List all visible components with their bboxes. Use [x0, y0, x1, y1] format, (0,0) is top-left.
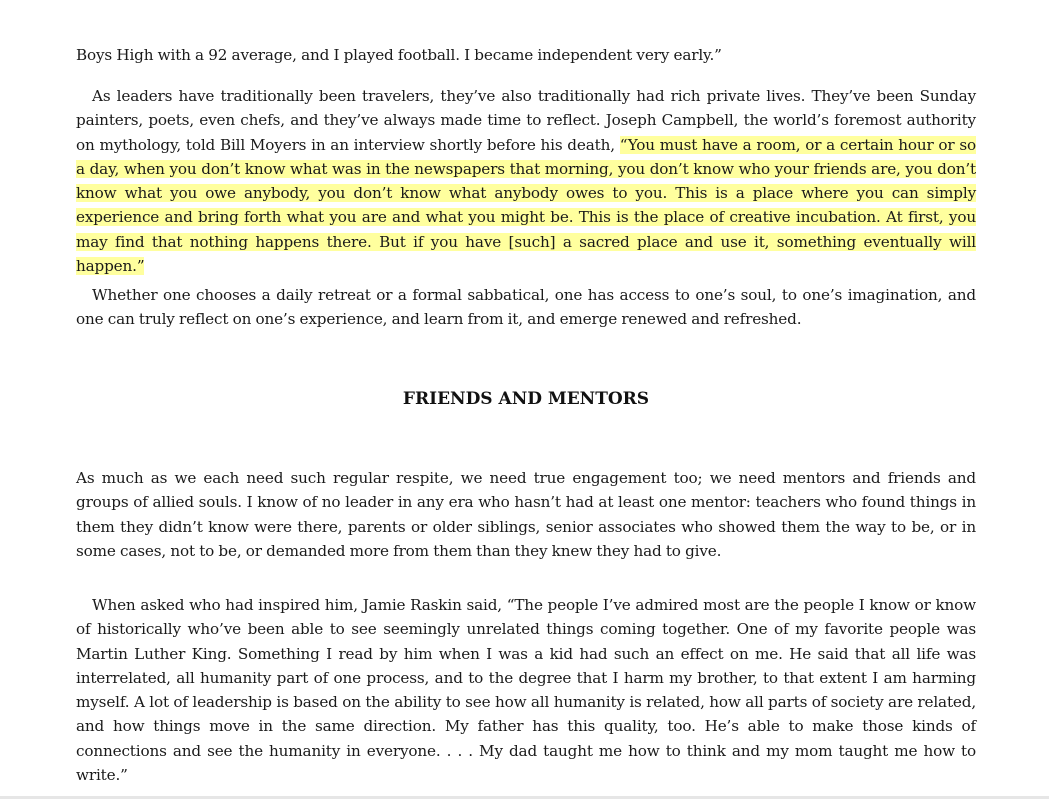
- highlighted-quote[interactable]: “You must have a room, or a certain hour or so a day, when you don’t know what was in the newspapers that morning, you don’t know who your friends are, you don’t know what you owe anybody, you don’t know what anybody owes to you. This is a place where you can simply experience and bring forth what you are and what you might be. This is the place of creative incubation. At first, you may find that nothing happens there. But if you have [such] a sacred place and use it, something eventually will happen.”: [76, 135, 976, 276]
- paragraph-continuation: Boys High with a 92 average, and I played football. I became independent very early.”: [76, 46, 722, 64]
- paragraph-raskin-quote: When asked who had inspired him, Jamie Raskin said, “The people I’ve admired most are the people I know or know of historically who’ve been able to see seemingly unrelated things coming together. One of my favorite people was Martin Luther King. Something I read by him when I was a kid had such an effect on me. He said that all life was interrelated, all humanity part of one process, and to the degree that I harm my brother, to that extent I am harming myself. A lot of leadership is based on the ability to see how all humanity is related, how all parts of society are related, and how things move in the same direction. My father has this quality, too. He’s able to make those kinds of connections and see the humanity in everyone. . . . My dad taught me how to think and my mom taught me how to write.”: [76, 596, 976, 785]
- paragraph-leaders-text: As leaders have traditionally been travelers, they’ve also traditionally had rich private lives. They’ve been Sunday painters, poets, even chefs, and they’ve always made time to reflect. Joseph Campbell, the world’s foremost authority on mythology, told Bill Moyers in an interview shortly before his death,: [76, 87, 976, 154]
- section-heading: FRIENDS AND MENTORS: [402, 389, 650, 409]
- paragraph-retreat: Whether one chooses a daily retreat or a formal sabbatical, one has access to one’s soul, to one’s imagination, and one can truly reflect on one’s experience, and learn from it, and emerge renewed and refreshed.: [76, 286, 976, 329]
- paragraph-leaders-travelers: [76, 84, 976, 278]
- paragraph-mentors: As much as we each need such regular respite, we need true engagement too; we need mentors and friends and groups of allied souls. I know of no leader in any era who hasn’t had at least one mentor: teachers who found things in them they didn’t know were there, parents or older siblings, senior associates who showed them the way to be, or in some cases, not to be, or demanded more from them than they knew they had to give.: [76, 469, 976, 560]
